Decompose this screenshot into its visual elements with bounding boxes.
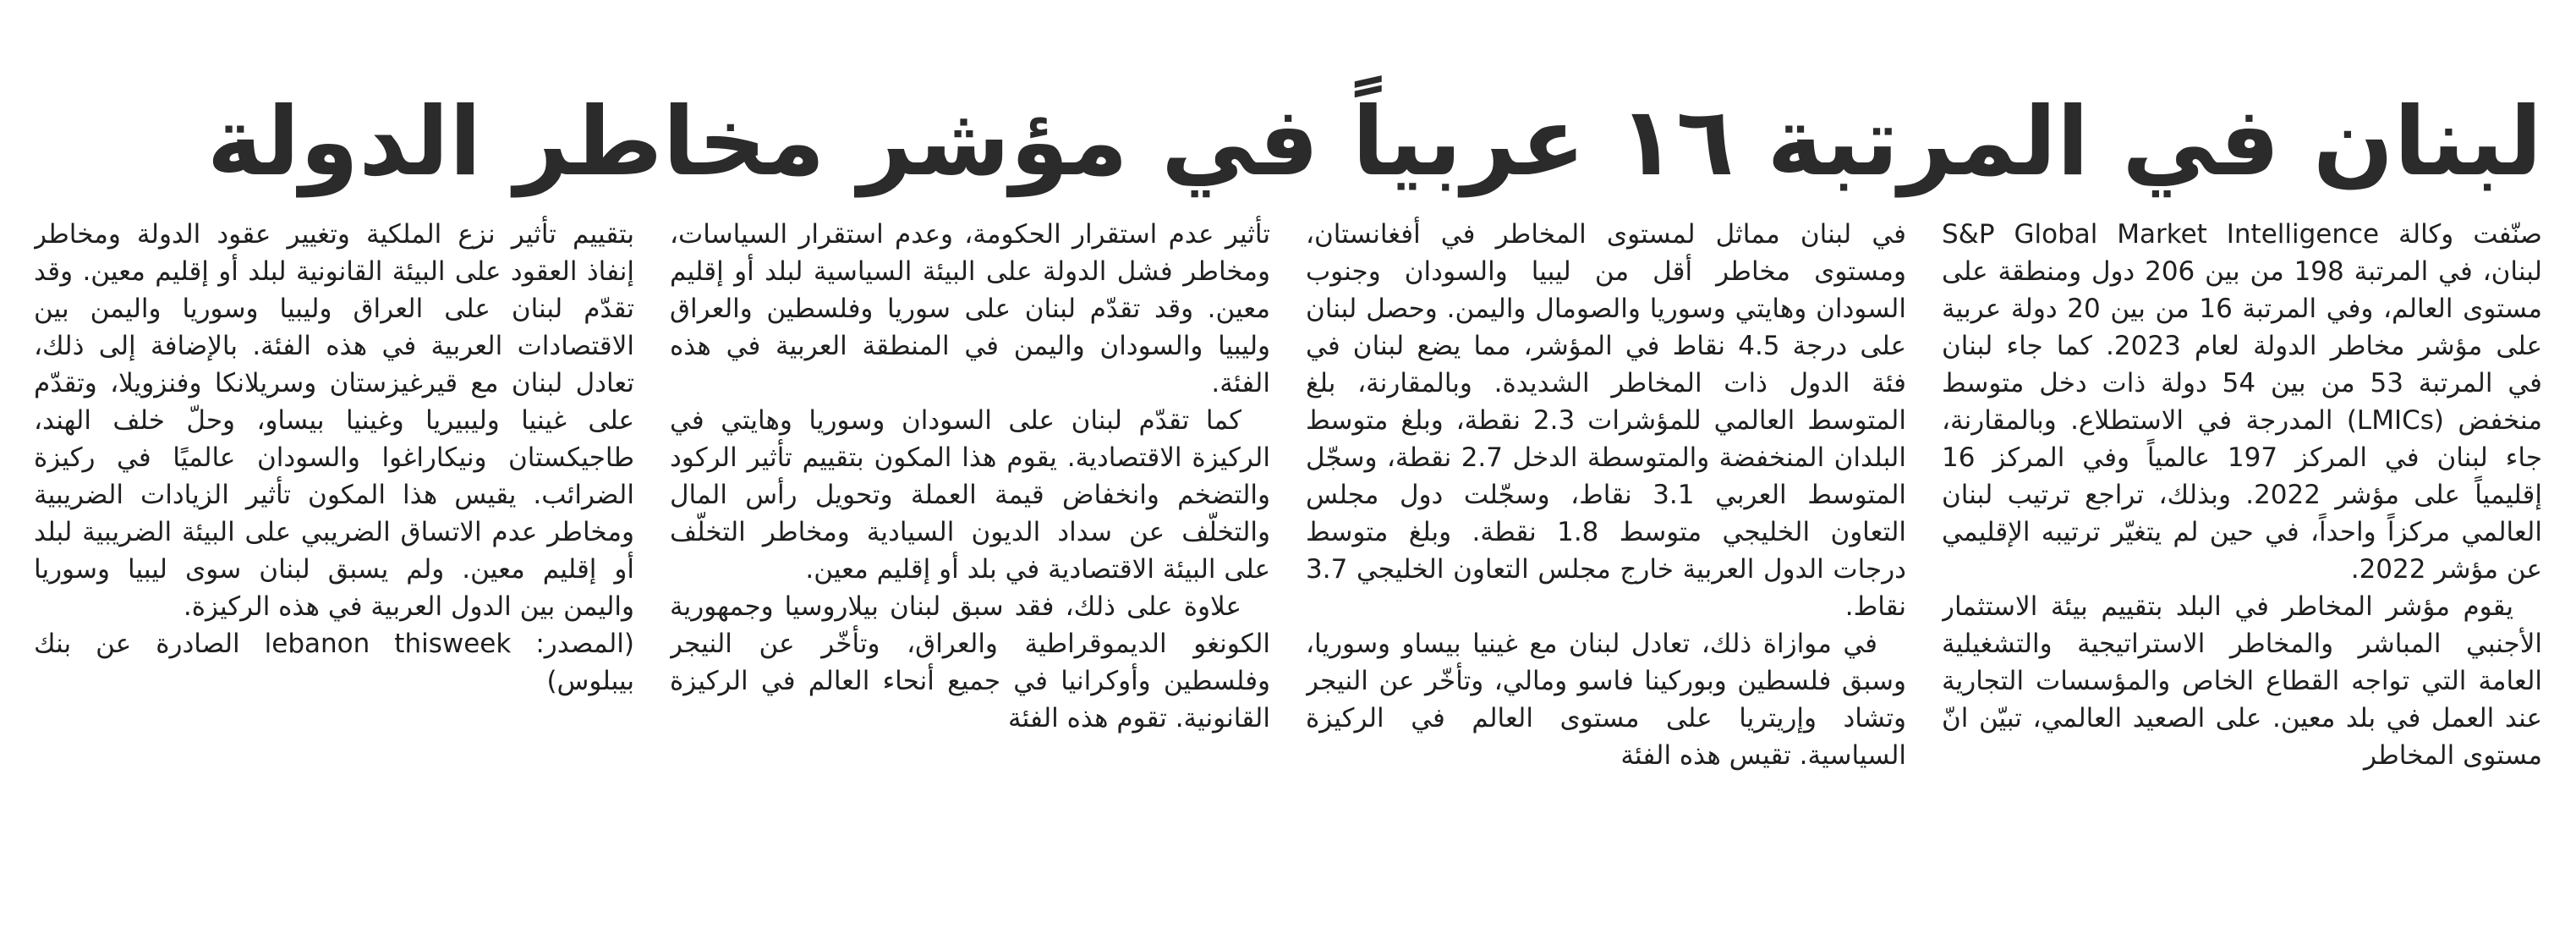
source-credit: (المصدر: lebanon thisweek الصادرة عن بنك بيبلوس) [34,629,634,696]
article-column-3 [670,216,1270,909]
article-column-4 [34,216,634,909]
paragraph: كما تقدّم لبنان على السودان وسوريا وهايتي في الركيزة الاقتصادية. يقوم هذا المكون بتقييم تأثير الركود والتضخم وانخفاض قيمة العملة وتحويل رأس المال والتخلّف عن سداد الديون السيادية ومخاطر التخلّف على البيئة الاقتصادية في بلد أو إقليم معين. [670,405,1270,585]
article-headline: لبنان في المرتبة ١٦ عربياً في مؤشر مخاطر الدولة [206,87,2542,198]
article-body [34,216,2542,909]
paragraph: علاوة على ذلك، فقد سبق لبنان بيلاروسيا وجمهورية الكونغو الديموقراطية والعراق، وتأخّر عن النيجر وفلسطين وأوكرانيا في جميع أنحاء العالم في الركيزة القانونية. تقوم هذه الفئة [670,591,1270,733]
article-column-2 [1306,216,1906,909]
article-column-1 [1942,216,2542,909]
paragraph: يقوم مؤشر المخاطر في البلد بتقييم بيئة الاستثمار الأجنبي المباشر والمخاطر الاستراتيجية والتشغيلية العامة التي تواجه القطاع الخاص والمؤسسات التجارية عند العمل في بلد معين. على الصعيد العالمي، تبيّن انّ مستوى المخاطر [1942,591,2542,771]
paragraph: بتقييم تأثير نزع الملكية وتغيير عقود الدولة ومخاطر إنفاذ العقود على البيئة القانونية لبلد أو إقليم معين. وقد تقدّم لبنان على العراق وليبيا وسوريا واليمن بين الاقتصادات العربية في هذه الفئة. بالإضافة إلى ذلك، تعادل لبنان مع قيرغيزستان وسريلانكا وفنزويلا، وتقدّم على غينيا وليبيريا وغينيا بيساو، وحلّ خلف الهند، طاجيكستان ونيكاراغوا والسودان عالميًا في ركيزة الضرائب. يقيس هذا المكون تأثير الزيادات الضريبية ومخاطر عدم الاتساق الضريبي على البيئة الضريبية لبلد أو إقليم معين. ولم يسبق لبنان سوى ليبيا وسوريا واليمن بين الدول العربية في هذه الركيزة. [34,219,634,622]
paragraph: في لبنان مماثل لمستوى المخاطر في أفغانستان، ومستوى مخاطر أقل من ليبيا والسودان وجنوب السودان وهايتي وسوريا والصومال واليمن. وحصل لبنان على درجة 4.5 نقاط في المؤشر، مما يضع لبنان في فئة الدول ذات المخاطر الشديدة. وبالمقارنة، بلغ المتوسط العالمي للمؤشرات 2.3 نقطة، وبلغ متوسط البلدان المنخفضة والمتوسطة الدخل 2.7 نقطة، وسجّل المتوسط العربي 3.1 نقاط، وسجّلت دول مجلس التعاون الخليجي متوسط 1.8 نقطة. وبلغ متوسط درجات الدول العربية خارج مجلس التعاون الخليجي 3.7 نقاط. [1306,219,1906,622]
paragraph: صنّفت وكالة S&P Global Market Intelligence لبنان، في المرتبة 198 من بين 206 دول ومنطقة على مستوى العالم، وفي المرتبة 16 من بين 20 دولة عربية على مؤشر مخاطر الدولة لعام 2023. كما جاء لبنان في المرتبة 53 من بين 54 دولة ذات دخل متوسط منخفض (LMICs) المدرجة في الاستطلاع. وبالمقارنة، جاء لبنان في المركز 197 عالمياً وفي المركز 16 إقليمياً على مؤشر 2022. وبذلك، تراجع ترتيب لبنان العالمي مركزاً واحداً، في حين لم يتغيّر ترتيبه الإقليمي عن مؤشر 2022. [1942,219,2542,585]
paragraph: تأثير عدم استقرار الحكومة، وعدم استقرار السياسات، ومخاطر فشل الدولة على البيئة السياسية لبلد أو إقليم معين. وقد تقدّم لبنان على سوريا وفلسطين والعراق وليبيا والسودان واليمن في المنطقة العربية في هذه الفئة. [670,219,1270,398]
paragraph: في موازاة ذلك، تعادل لبنان مع غينيا بيساو وسوريا، وسبق فلسطين وبوركينا فاسو ومالي، وتأخّر عن النيجر وتشاد وإريتريا على مستوى العالم في الركيزة السياسية. تقيس هذه الفئة [1306,629,1906,771]
